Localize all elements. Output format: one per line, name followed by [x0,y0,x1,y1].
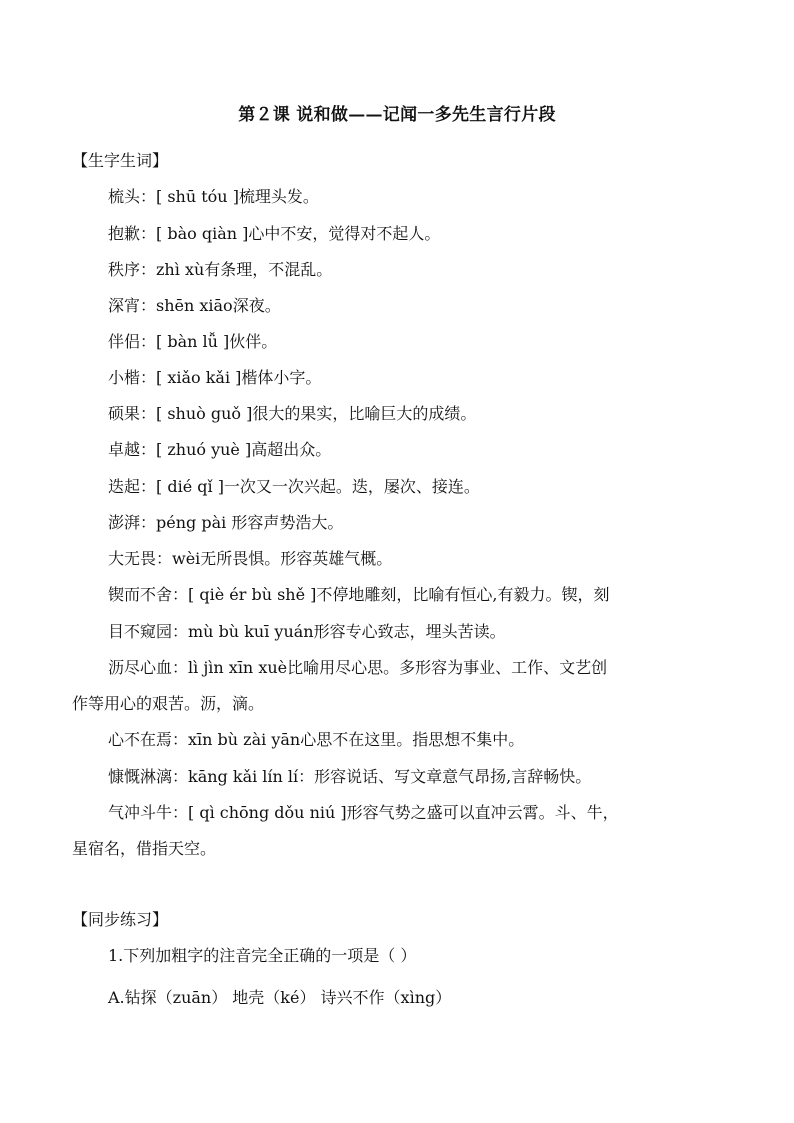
vocab-item: 抱歉：[ bào qiàn ]心中不安，觉得对不起人。 [108,224,441,243]
section-heading-exercises: 【同步练习】 [72,910,169,929]
exercise-question: 1.下列加粗字的注音完全正确的一项是（ ） [108,946,417,965]
vocab-item: 目不窥园：mù bù kuī yuán形容专心致志，埋头苦读。 [108,622,506,641]
page-title: 第２课 说和做——记闻一多先生言行片段 [238,105,556,125]
vocab-item: 深宵：shēn xiāo深夜。 [108,296,281,315]
vocab-item: 迭起：[ dié qǐ ]一次又一次兴起。迭，屡次、接连。 [108,477,480,496]
vocab-item: 梳头：[ shū tóu ]梳理头发。 [108,187,319,206]
vocab-item: 大无畏：wèi无所畏惧。形容英雄气概。 [108,549,393,568]
vocab-item: 心不在焉：xīn bù zài yān心思不在这里。指思想不集中。 [108,730,525,749]
vocab-item: 秩序：zhì xù有条理，不混乱。 [108,260,333,279]
vocab-item: 澎湃：péng pài 形容声势浩大。 [108,513,344,532]
vocab-item: 锲而不舍：[ qiè ér bù shě ]不停地雕刻，比喻有恒心,有毅力。锲，刻 [108,585,610,604]
vocab-item: 气冲斗牛：[ qì chōng dǒu niú ]形容气势之盛可以直冲云霄。斗、牛， [108,803,619,822]
vocab-item: 小楷：[ xiǎo kǎi ]楷体小字。 [108,368,322,387]
vocab-item-continuation: 作等用心的艰苦。沥，滴。 [72,694,265,713]
vocab-item: 伴侣：[ bàn lǚ ]伙伴。 [108,332,278,351]
exercise-option-a: A.钻探（zuān） 地壳（ké） 诗兴不作（xìng） [108,988,452,1007]
vocab-item: 卓越：[ zhuó yuè ]高超出众。 [108,440,332,459]
vocab-item: 慷慨淋漓：kāng kǎi lín lí：形容说话、写文章意气昂扬,言辞畅快。 [108,767,592,786]
vocab-item: 硕果：[ shuò guǒ ]很大的果实，比喻巨大的成绩。 [108,404,477,423]
vocab-item: 沥尽心血：lì jìn xīn xuè比喻用尽心思。多形容为事业、工作、文艺创 [108,658,608,677]
vocab-item-continuation: 星宿名，借指天空。 [72,839,217,858]
section-heading-vocabulary: 【生字生词】 [72,151,169,170]
